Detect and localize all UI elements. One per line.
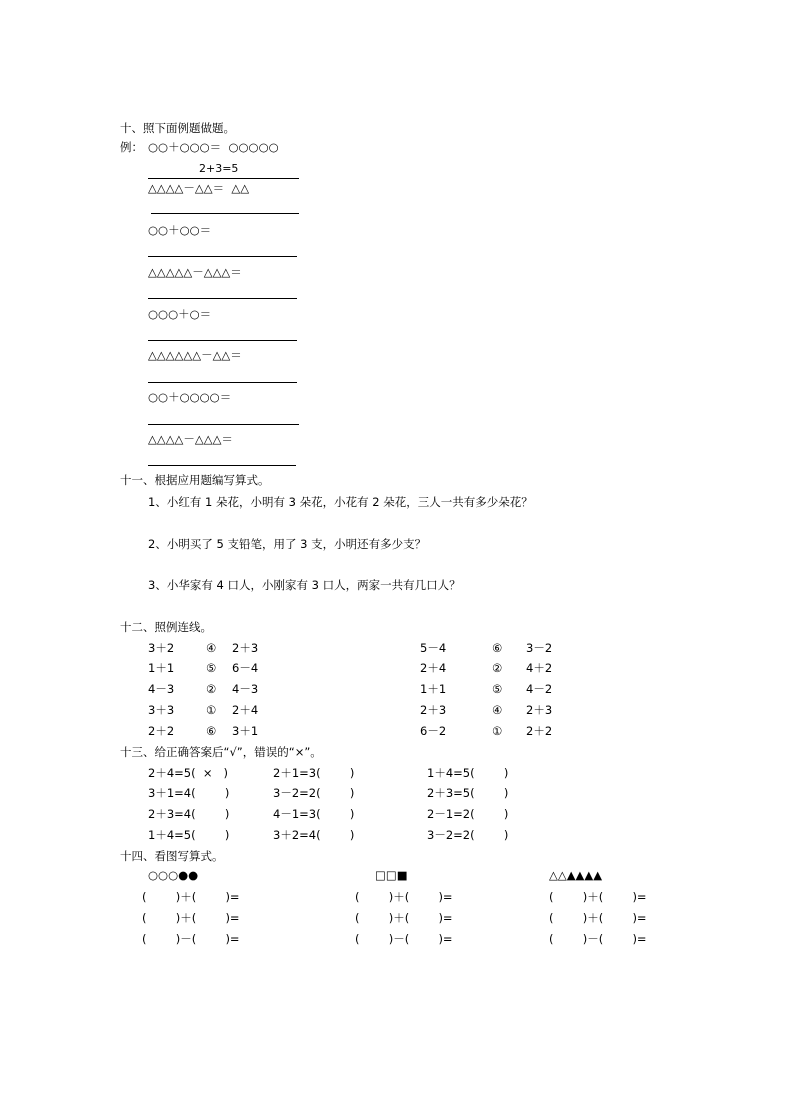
- left-expression[interactable]: 2＋4: [420, 661, 447, 675]
- exercise-expression: △△△△－△△＝ △△: [148, 181, 250, 195]
- exercise-expression: ○○○＋○＝: [148, 307, 212, 321]
- left-expression[interactable]: 4－3: [148, 682, 175, 696]
- fill-equation[interactable]: ( )＋( )=: [355, 911, 453, 925]
- judge-item[interactable]: 2＋3=4( ): [148, 807, 230, 821]
- right-expression[interactable]: 2＋2: [526, 724, 553, 738]
- fill-equation[interactable]: ( )＋( )=: [549, 911, 647, 925]
- answer-line[interactable]: [148, 340, 297, 341]
- judge-item[interactable]: 2＋3=5( ): [427, 786, 509, 800]
- answer-line[interactable]: [148, 382, 297, 383]
- left-expression[interactable]: 6－2: [420, 724, 447, 738]
- fill-equation[interactable]: ( )＋( )=: [142, 890, 240, 904]
- example-label: 例：: [120, 140, 143, 154]
- judge-item[interactable]: 2＋1=3( ): [273, 766, 355, 780]
- circled-number[interactable]: ④: [492, 703, 503, 717]
- answer-line[interactable]: [148, 256, 297, 257]
- circled-number[interactable]: ⑤: [492, 682, 503, 696]
- left-expression[interactable]: 3＋2: [148, 641, 175, 655]
- left-expression[interactable]: 2＋2: [148, 724, 175, 738]
- fill-equation[interactable]: ( )＋( )=: [142, 911, 240, 925]
- picture-squares: □□■: [375, 868, 408, 882]
- right-expression[interactable]: 6－4: [232, 661, 259, 675]
- exercise-expression: △△△△－△△△＝: [148, 432, 233, 446]
- circled-number[interactable]: ④: [206, 641, 217, 655]
- left-expression[interactable]: 5－4: [420, 641, 447, 655]
- picture-circles: ○○○●●: [148, 868, 199, 882]
- exercise-expression: △△△△△△－△△＝: [148, 348, 242, 362]
- right-expression[interactable]: 3－2: [526, 641, 553, 655]
- judge-item[interactable]: 3＋2=4( ): [273, 828, 355, 842]
- circled-number[interactable]: ①: [206, 703, 217, 717]
- picture-triangles: △△▲▲▲▲: [549, 868, 603, 882]
- section-10-heading: 十、照下面例题做题。: [120, 121, 235, 135]
- answer-line[interactable]: [148, 424, 299, 425]
- section-13-heading: 十三、给正确答案后“√”，错误的“×”。: [120, 745, 322, 759]
- right-expression[interactable]: 4＋2: [526, 661, 553, 675]
- fill-equation[interactable]: ( )－( )=: [142, 932, 240, 946]
- answer-line[interactable]: [148, 465, 296, 466]
- judge-item[interactable]: 1＋4=5( ): [427, 766, 509, 780]
- left-expression[interactable]: 1＋1: [148, 661, 175, 675]
- circled-number[interactable]: ②: [206, 682, 217, 696]
- judge-item[interactable]: 4－1=3( ): [273, 807, 355, 821]
- right-expression[interactable]: 4－3: [232, 682, 259, 696]
- example-expression: ○○＋○○○＝ ○○○○○: [148, 140, 279, 154]
- circled-number[interactable]: ⑥: [206, 724, 217, 738]
- word-problem-3: 3、小华家有 4 口人，小刚家有 3 口人，两家一共有几口人？: [148, 578, 461, 592]
- fill-equation[interactable]: ( )＋( )=: [355, 890, 453, 904]
- fill-equation[interactable]: ( )－( )=: [549, 932, 647, 946]
- answer-line[interactable]: [151, 213, 299, 214]
- answer-line[interactable]: [148, 298, 297, 299]
- exercise-expression: ○○＋○○＝: [148, 223, 212, 237]
- example-answer: 2+3=5: [199, 162, 239, 175]
- judge-item[interactable]: 1＋4=5( ): [148, 828, 230, 842]
- circled-number[interactable]: ①: [492, 724, 503, 738]
- right-expression[interactable]: 2＋3: [526, 703, 553, 717]
- right-expression[interactable]: 2＋4: [232, 703, 259, 717]
- circled-number[interactable]: ②: [492, 661, 503, 675]
- section-11-heading: 十一、根据应用题编写算式。: [120, 473, 270, 487]
- circled-number[interactable]: ⑤: [206, 661, 217, 675]
- judge-item[interactable]: 2－1=2( ): [427, 807, 509, 821]
- left-expression[interactable]: 1＋1: [420, 682, 447, 696]
- judge-item[interactable]: 2＋4=5( × ): [148, 766, 228, 780]
- section-14-heading: 十四、看图写算式。: [120, 849, 224, 863]
- left-expression[interactable]: 2＋3: [420, 703, 447, 717]
- judge-item[interactable]: 3＋1=4( ): [148, 786, 230, 800]
- left-expression[interactable]: 3＋3: [148, 703, 175, 717]
- exercise-expression: ○○＋○○○○＝: [148, 390, 232, 404]
- right-expression[interactable]: 2＋3: [232, 641, 259, 655]
- right-expression[interactable]: 4－2: [526, 682, 553, 696]
- fill-equation[interactable]: ( )－( )=: [355, 932, 453, 946]
- word-problem-1: 1、小红有 1 朵花，小明有 3 朵花，小花有 2 朵花，三人一共有多少朵花？: [148, 495, 533, 509]
- right-expression[interactable]: 3＋1: [232, 724, 259, 738]
- answer-line: [148, 178, 299, 179]
- fill-equation[interactable]: ( )＋( )=: [549, 890, 647, 904]
- word-problem-2: 2、小明买了 5 支铅笔，用了 3 支，小明还有多少支？: [148, 537, 427, 551]
- section-12-heading: 十二、照例连线。: [120, 620, 212, 634]
- judge-item[interactable]: 3－2=2( ): [427, 828, 509, 842]
- circled-number[interactable]: ⑥: [492, 641, 503, 655]
- judge-item[interactable]: 3－2=2( ): [273, 786, 355, 800]
- exercise-expression: △△△△△－△△△＝: [148, 265, 242, 279]
